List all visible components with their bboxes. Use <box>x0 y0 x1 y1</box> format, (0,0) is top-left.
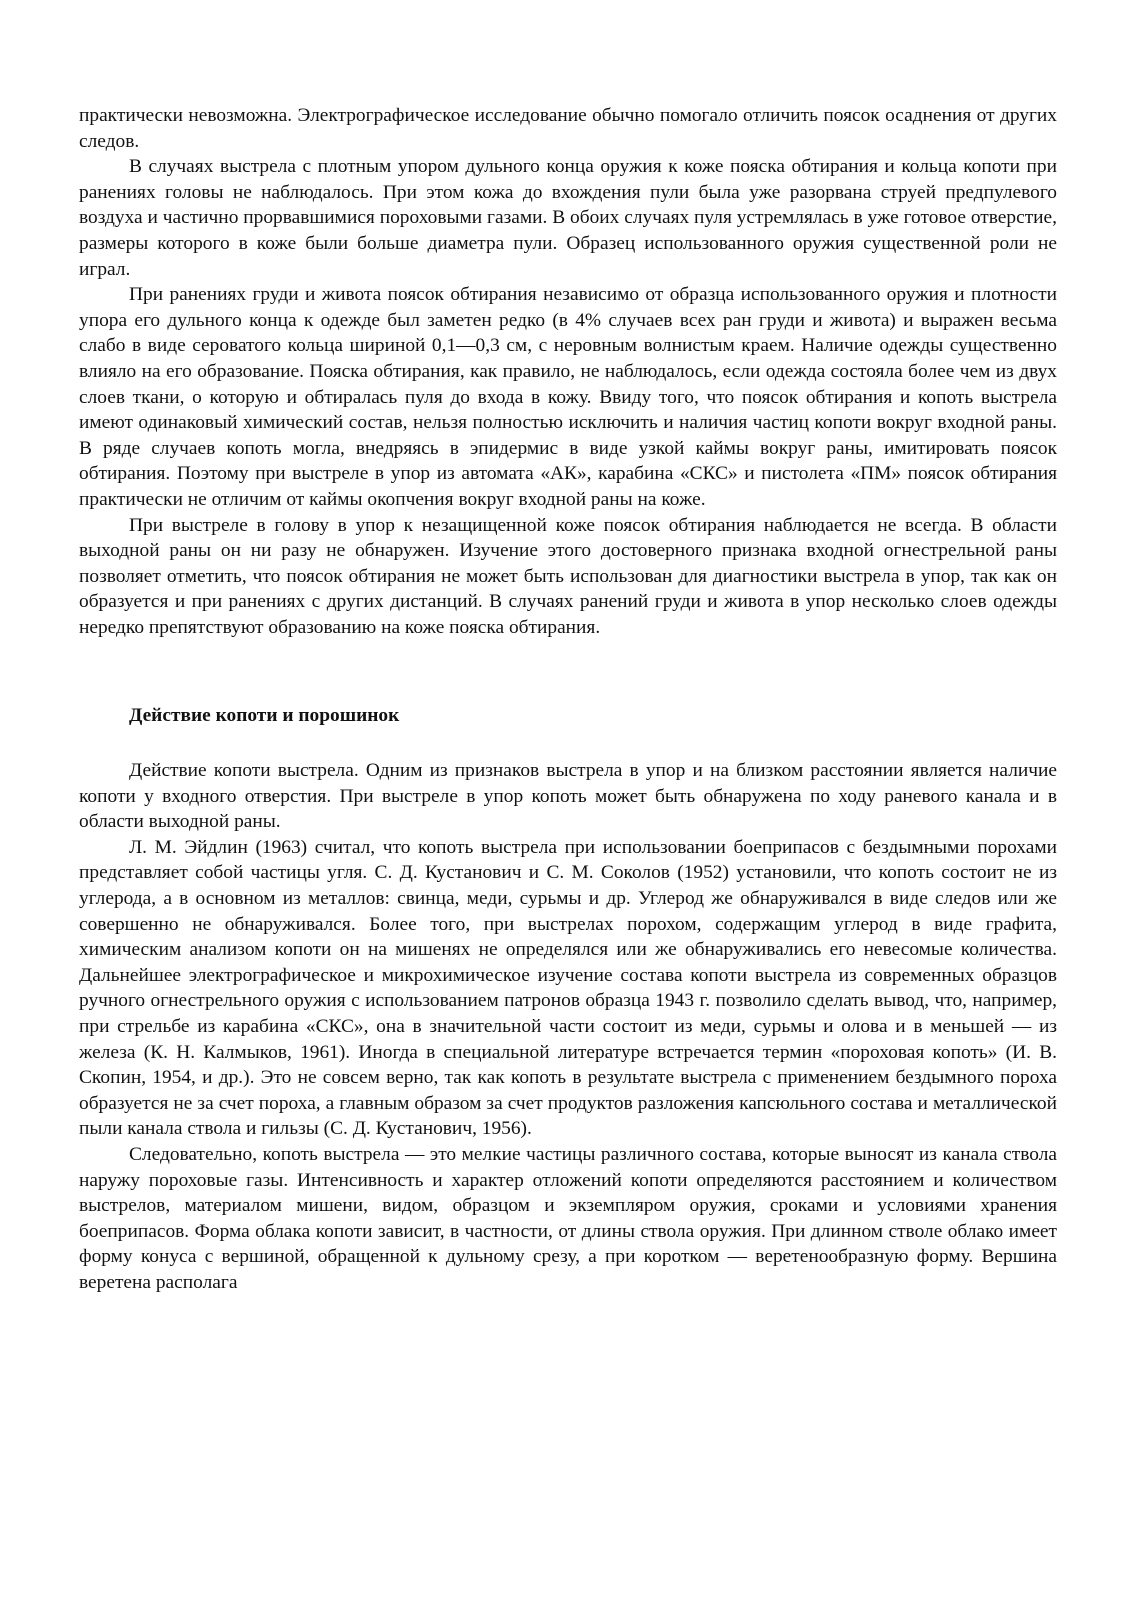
paragraph: Следовательно, копоть выстрела — это мелкие частицы различного состава, которые выносят из канала ствола наружу пороховые газы. Интенсивность и характер отложений копоти определяются расстоянием и количеством выстрелов, материалом мишени, видом, образцом и экземпляром оружия, сроками и условиями хранения боеприпасов. Форма облака копоти зависит, в частности, от длины ствола оружия. При длинном стволе облако имеет форму конуса с вершиной, обращенной к дульному срезу, а при коротком — веретенообразную форму. Вершина веретена располага <box>79 1143 1057 1293</box>
paragraph-continuation: практически невозможна. Электрографическое исследование обычно помогало отличить поясок осаднения от других следов. <box>79 105 1057 152</box>
document-page <box>79 103 1057 1296</box>
spacer <box>79 729 1057 758</box>
paragraph: Действие копоти выстрела. Одним из признаков выстрела в упор и на близком расстоянии является наличие копоти у входного отверстия. При выстреле в упор копоть может быть обнаружена по ходу раневого канала и в области выходной раны. <box>79 760 1057 833</box>
paragraph: При выстреле в голову в упор к незащищенной коже поясок обтирания наблюдается не всегда. В области выходной раны он ни разу не обнаружен. Изучение этого достоверного признака входной огнестрельной раны позволяет отметить, что поясок обтирания не может быть использован для диагностики выстрела в упор, так как он образуется и при ранениях с других дистанций. В случаях ранений груди и живота в упор несколько слоев одежды нередко препятствуют образованию на коже пояска обтирания. <box>79 514 1057 638</box>
paragraph: В случаях выстрела с плотным упором дульного конца оружия к коже пояска обтирания и кольца копоти при ранениях головы не наблюдалось. При этом кожа до вхождения пули была уже разорвана струей предпулевого воздуха и частично прорвавшимися пороховыми газами. В обоих случаях пуля устремлялась в уже готовое отверстие, размеры которого в коже были больше диаметра пули. Образец использованного оружия существенной роли не играл. <box>79 156 1057 280</box>
section-heading: Действие копоти и порошинок <box>129 705 400 727</box>
paragraph: При ранениях груди и живота поясок обтирания независимо от образца использованного оружия и плотности упора его дульного конца к одежде был заметен редко (в 4% случаев всех ран груди и живота) и выражен весьма слабо в виде сероватого кольца шириной 0,1—0,3 см, с неровным волнистым краем. Наличие одежды существенно влияло на его образование. Пояска обтирания, как правило, не наблюдалось, если одежда состояла более чем из двух слоев ткани, о которую и обтиралась пуля до входа в кожу. Ввиду того, что поясок обтирания и копоть выстрела имеют одинаковый химический состав, нельзя полностью исключить и наличия частиц копоти вокруг входной раны. В ряде случаев копоть могла, внедряясь в эпидермис в виде узкой каймы вокруг раны, имитировать поясок обтирания. Поэтому при выстреле в упор из автомата «АК», карабина «СКС» и пистолета «ПМ» поясок обтирания практически не отличим от каймы окопчения вокруг входной раны на коже. <box>79 284 1057 510</box>
paragraph: Л. М. Эйдлин (1963) считал, что копоть выстрела при использовании боеприпасов с бездымными порохами представляет собой частицы угля. С. Д. Кустанович и С. М. Соколов (1952) установили, что копоть состоит не из углерода, а в основном из металлов: свинца, меди, сурьмы и др. Углерод же обнаруживался в виде следов или же совершенно не обнаруживался. Более того, при выстрелах порохом, содержащим углерод в виде графита, химическим анализом копоти он на мишенях не определялся или же обнаруживались его невесомые количества. Дальнейшее электрографическое и микрохимическое изучение состава копоти выстрела из современных образцов ручного огнестрельного оружия с использованием патронов образца 1943 г. позволило сделать вывод, что, например, при стрельбе из карабина «СКС», она в значительной части состоит из меди, сурьмы и олова и в меньшей — из железа (К. Н. Калмыков, 1961). Иногда в специальной литературе встречается термин «пороховая копоть» (И. В. Скопин, 1954, и др.). Это не совсем верно, так как копоть в результате выстрела с применением бездымного пороха образуется не за счет пороха, а главным образом за счет продуктов разложения капсюльного состава и металлической пыли канала ствола и гильзы (С. Д. Кустанович, 1956). <box>79 836 1057 1140</box>
